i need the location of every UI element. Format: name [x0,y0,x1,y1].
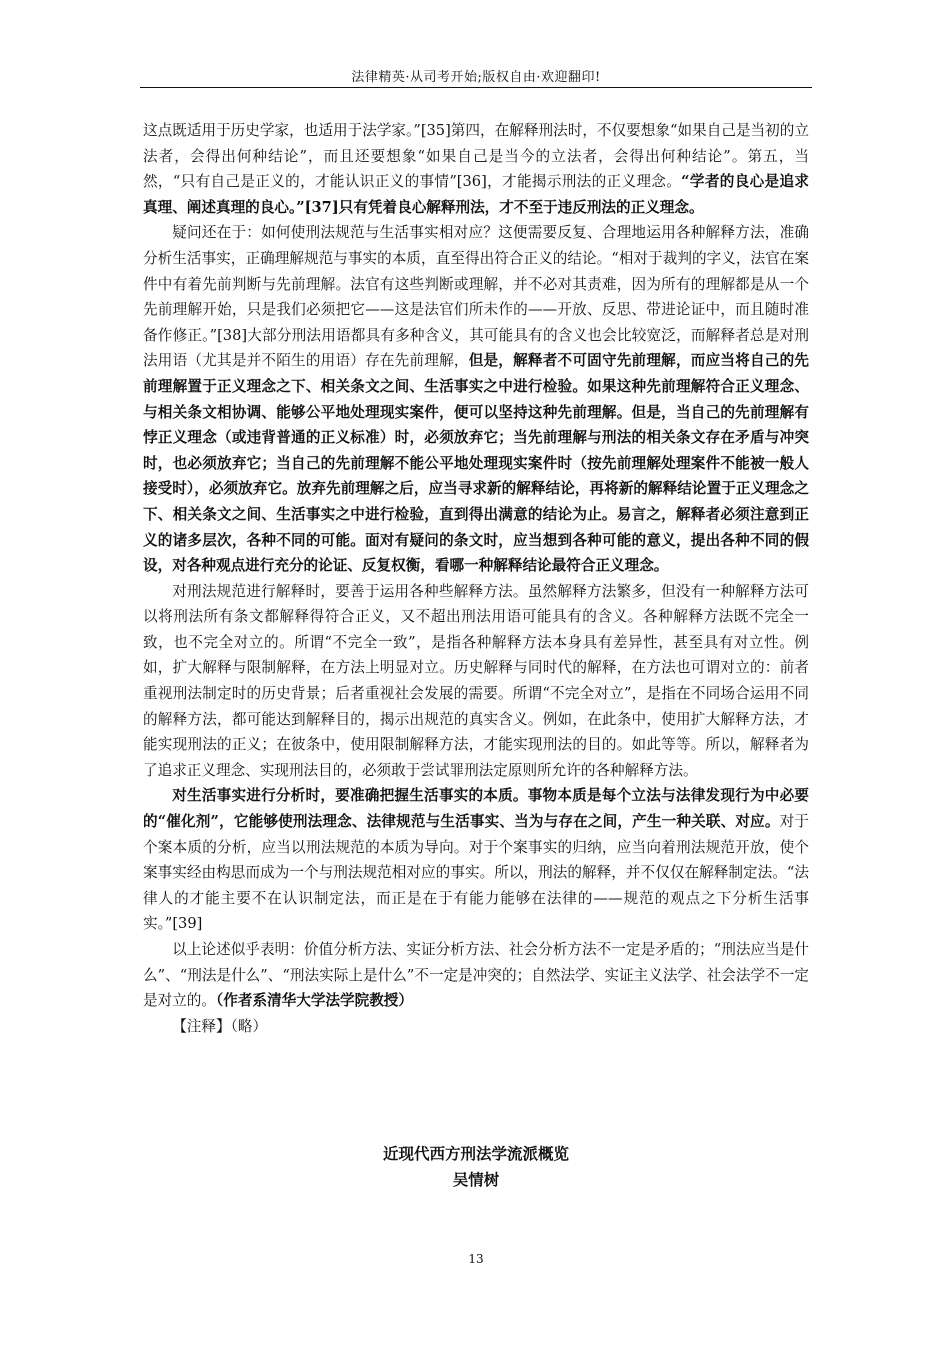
header-rule [140,87,812,88]
paragraph-5-text: 以上论述似乎表明：价值分析方法、实证分析方法、社会分析方法不一定是矛盾的；“刑法应当是什么”、“刑法是什么”、“刑法实际上是什么”不一定是冲突的；自然法学、实证主义法学、社会法学不一定是对立的。 [143,941,809,1010]
author-affiliation: （作者系清华大学法学院教授） [215,992,413,1010]
paragraph-4-text: 对于个案本质的分析，应当以刑法规范的本质为导向。对于个案事实的归纳，应当向着刑法规范开放，使个案事实经由构思而成为一个与刑法规范相对应的事实。所以，刑法的解释，并不仅仅在解释制定法。“法律人的才能主要不在认识制定法，而正是在于有能力能够在法律的——规范的观点之下分析生活事实。”[39] [143,813,809,933]
paragraph-3: 对刑法规范进行解释时，要善于运用各种些解释方法。虽然解释方法繁多，但没有一种解释方法可以将刑法所有条文都解释得符合正义，又不超出刑法用语可能具有的含义。各种解释方法既不完全一致，也不完全对立的。所谓“不完全一致”，是指各种解释方法本身具有差异性，甚至具有对立性。例如，扩大解释与限制解释，在方法上明显对立。历史解释与同时代的解释，在方法也可谓对立的：前者重视刑法制定时的历史背景；后者重视社会发展的需要。所谓“不完全对立”，是指在不同场合运用不同的解释方法，都可能达到解释目的，揭示出规范的真实含义。例如，在此条中，使用扩大解释方法，才能实现刑法的正义；在彼条中，使用限制解释方法，才能实现刑法的目的。如此等等。所以，解释者为了追求正义理念、实现刑法目的，必须敢于尝试罪刑法定原则所允许的各种解释方法。 [143,582,809,779]
notes-line: 【注释】（略） [172,1017,268,1035]
next-article-author: 吴情树 [452,1170,500,1189]
running-header: 法律精英·从司考开始;版权自由·欢迎翻印! [351,70,601,85]
article-body [143,118,809,1039]
paragraph-2 [143,220,809,578]
paragraph-1 [143,118,809,220]
paragraph-1-bold: “学者的良心是追求真理、阐述真理的良心。”[37]只有凭着良心解释刑法，才不至于违反刑法的正义理念。 [143,173,809,216]
next-article-title: 近现代西方刑法学流派概览 [382,1144,569,1163]
page-number: 13 [468,1252,484,1266]
paragraph-4 [143,783,809,937]
paragraph-2-text: 疑问还在于：如何使刑法规范与生活事实相对应？这便需要反复、合理地运用各种解释方法，准确分析生活事实，正确理解规范与事实的本质，直至得出符合正义的结论。“相对于裁判的字义，法官在案件中有着先前判断与先前理解。法官有这些判断或理解，并不必对其责难，因为所有的理解都是从一个先前理解开始，只是我们必须把它——这是法官们所未作的——开放、反思、带进论证中，而且随时准备作修正。”[38]大部分刑法用语都具有多种含义，其可能具有的含义也会比较宽泛，而解释者总是对刑法用语（尤其是并不陌生的用语）存在先前理解， [143,224,809,370]
paragraph-1-text: 这点既适用于历史学家，也适用于法学家。”[35]第四，在解释刑法时，不仅要想象“如果自己是当初的立法者，会得出何种结论”，而且还要想象“如果自己是当今的立法者，会得出何种结论”。第五，当然，“只有自己是正义的，才能认识正义的事情”[36]，才能揭示刑法的正义理念。 [143,122,809,191]
paragraph-2-bold: 但是，解释者不可固守先前理解，而应当将自己的先前理解置于正义理念之下、相关条文之间、生活事实之中进行检验。如果这种先前理解符合正义理念、与相关条文相协调、能够公平地处理现实案件，便可以坚持这种先前理解。但是，当自己的先前理解有悖正义理念（或违背普通的正义标准）时，必须放弃它；当先前理解与刑法的相关条文存在矛盾与冲突时，也必须放弃它；当自己的先前理解不能公平地处理现实案件时（按先前理解处理案件不能被一般人接受时），必须放弃它。放弃先前理解之后，应当寻求新的解释结论，再将新的解释结论置于正义理念之下、相关条文之间、生活事实之中进行检验，直到得出满意的结论为止。易言之，解释者必须注意到正义的诸多层次，各种不同的可能。面对有疑问的条文时，应当想到各种可能的意义，提出各种不同的假设，对各种观点进行充分的论证、反复权衡，看哪一种解释结论最符合正义理念。 [143,352,809,575]
paragraph-5 [143,937,809,1014]
paragraph-4-bold: 对生活事实进行分析时，要准确把握生活事实的本质。事物本质是每个立法与法律发现行为中必要的“催化剂”，它能够使刑法理念、法律规范与生活事实、当为与存在之间，产生一种关联、对应。 [143,787,809,831]
